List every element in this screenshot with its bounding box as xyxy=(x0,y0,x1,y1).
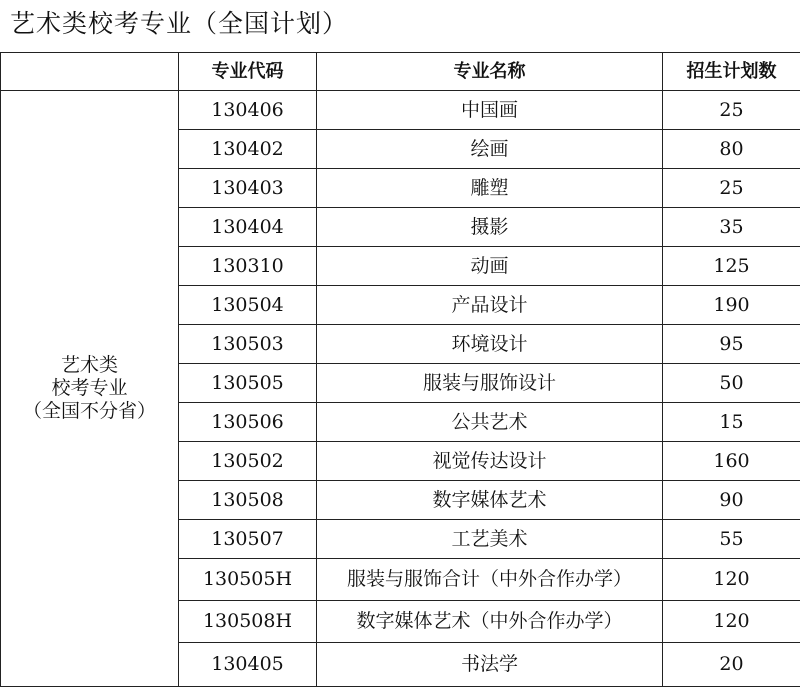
quota-cell: 50 xyxy=(663,364,800,403)
quota-cell: 15 xyxy=(663,403,800,442)
major-code-cell: 130402 xyxy=(179,130,317,169)
major-name-cell: 服装与服饰合计（中外合作办学） xyxy=(317,559,663,601)
major-name-cell: 数字媒体艺术（中外合作办学） xyxy=(317,601,663,643)
major-code-cell: 130502 xyxy=(179,442,317,481)
quota-cell: 90 xyxy=(663,481,800,520)
enrollment-plan-table xyxy=(0,52,800,687)
major-code-cell: 130404 xyxy=(179,208,317,247)
major-name-cell: 工艺美术 xyxy=(317,520,663,559)
quota-cell: 25 xyxy=(663,169,800,208)
group-label-line: 校考专业 xyxy=(51,377,128,400)
header-enrollment-quota: 招生计划数 xyxy=(663,53,800,91)
major-code-cell: 130505 xyxy=(179,364,317,403)
major-code-cell: 130506 xyxy=(179,403,317,442)
quota-cell: 35 xyxy=(663,208,800,247)
table-row xyxy=(1,91,800,130)
major-name-cell: 产品设计 xyxy=(317,286,663,325)
major-name-cell: 雕塑 xyxy=(317,169,663,208)
group-label-line: （全国不分省） xyxy=(22,399,156,422)
major-code-cell: 130503 xyxy=(179,325,317,364)
major-code-cell: 130505H xyxy=(179,559,317,601)
major-name-cell: 绘画 xyxy=(317,130,663,169)
major-code-cell: 130508H xyxy=(179,601,317,643)
major-name-cell: 公共艺术 xyxy=(317,403,663,442)
major-code-cell: 130310 xyxy=(179,247,317,286)
major-name-cell: 数字媒体艺术 xyxy=(317,481,663,520)
major-code-cell: 130406 xyxy=(179,91,317,130)
quota-cell: 190 xyxy=(663,286,800,325)
major-name-cell: 动画 xyxy=(317,247,663,286)
major-code-cell: 130504 xyxy=(179,286,317,325)
quota-cell: 95 xyxy=(663,325,800,364)
header-group-blank xyxy=(1,53,179,91)
major-name-cell: 中国画 xyxy=(317,91,663,130)
major-name-cell: 视觉传达设计 xyxy=(317,442,663,481)
major-name-cell: 书法学 xyxy=(317,643,663,687)
major-name-cell: 服装与服饰设计 xyxy=(317,364,663,403)
table-header-row xyxy=(1,53,800,91)
major-code-cell: 130507 xyxy=(179,520,317,559)
page-title: 艺术类校考专业（全国计划） xyxy=(10,9,349,38)
quota-cell: 160 xyxy=(663,442,800,481)
header-major-code: 专业代码 xyxy=(179,53,317,91)
quota-cell: 55 xyxy=(663,520,800,559)
quota-cell: 125 xyxy=(663,247,800,286)
major-name-cell: 环境设计 xyxy=(317,325,663,364)
quota-cell: 120 xyxy=(663,601,800,643)
quota-cell: 25 xyxy=(663,91,800,130)
major-code-cell: 130508 xyxy=(179,481,317,520)
quota-cell: 20 xyxy=(663,643,800,687)
group-label-cell xyxy=(1,91,179,687)
major-code-cell: 130403 xyxy=(179,169,317,208)
group-label-line: 艺术类 xyxy=(60,354,118,377)
quota-cell: 120 xyxy=(663,559,800,601)
header-major-name: 专业名称 xyxy=(317,53,663,91)
quota-cell: 80 xyxy=(663,130,800,169)
major-code-cell: 130405 xyxy=(179,643,317,687)
major-name-cell: 摄影 xyxy=(317,208,663,247)
